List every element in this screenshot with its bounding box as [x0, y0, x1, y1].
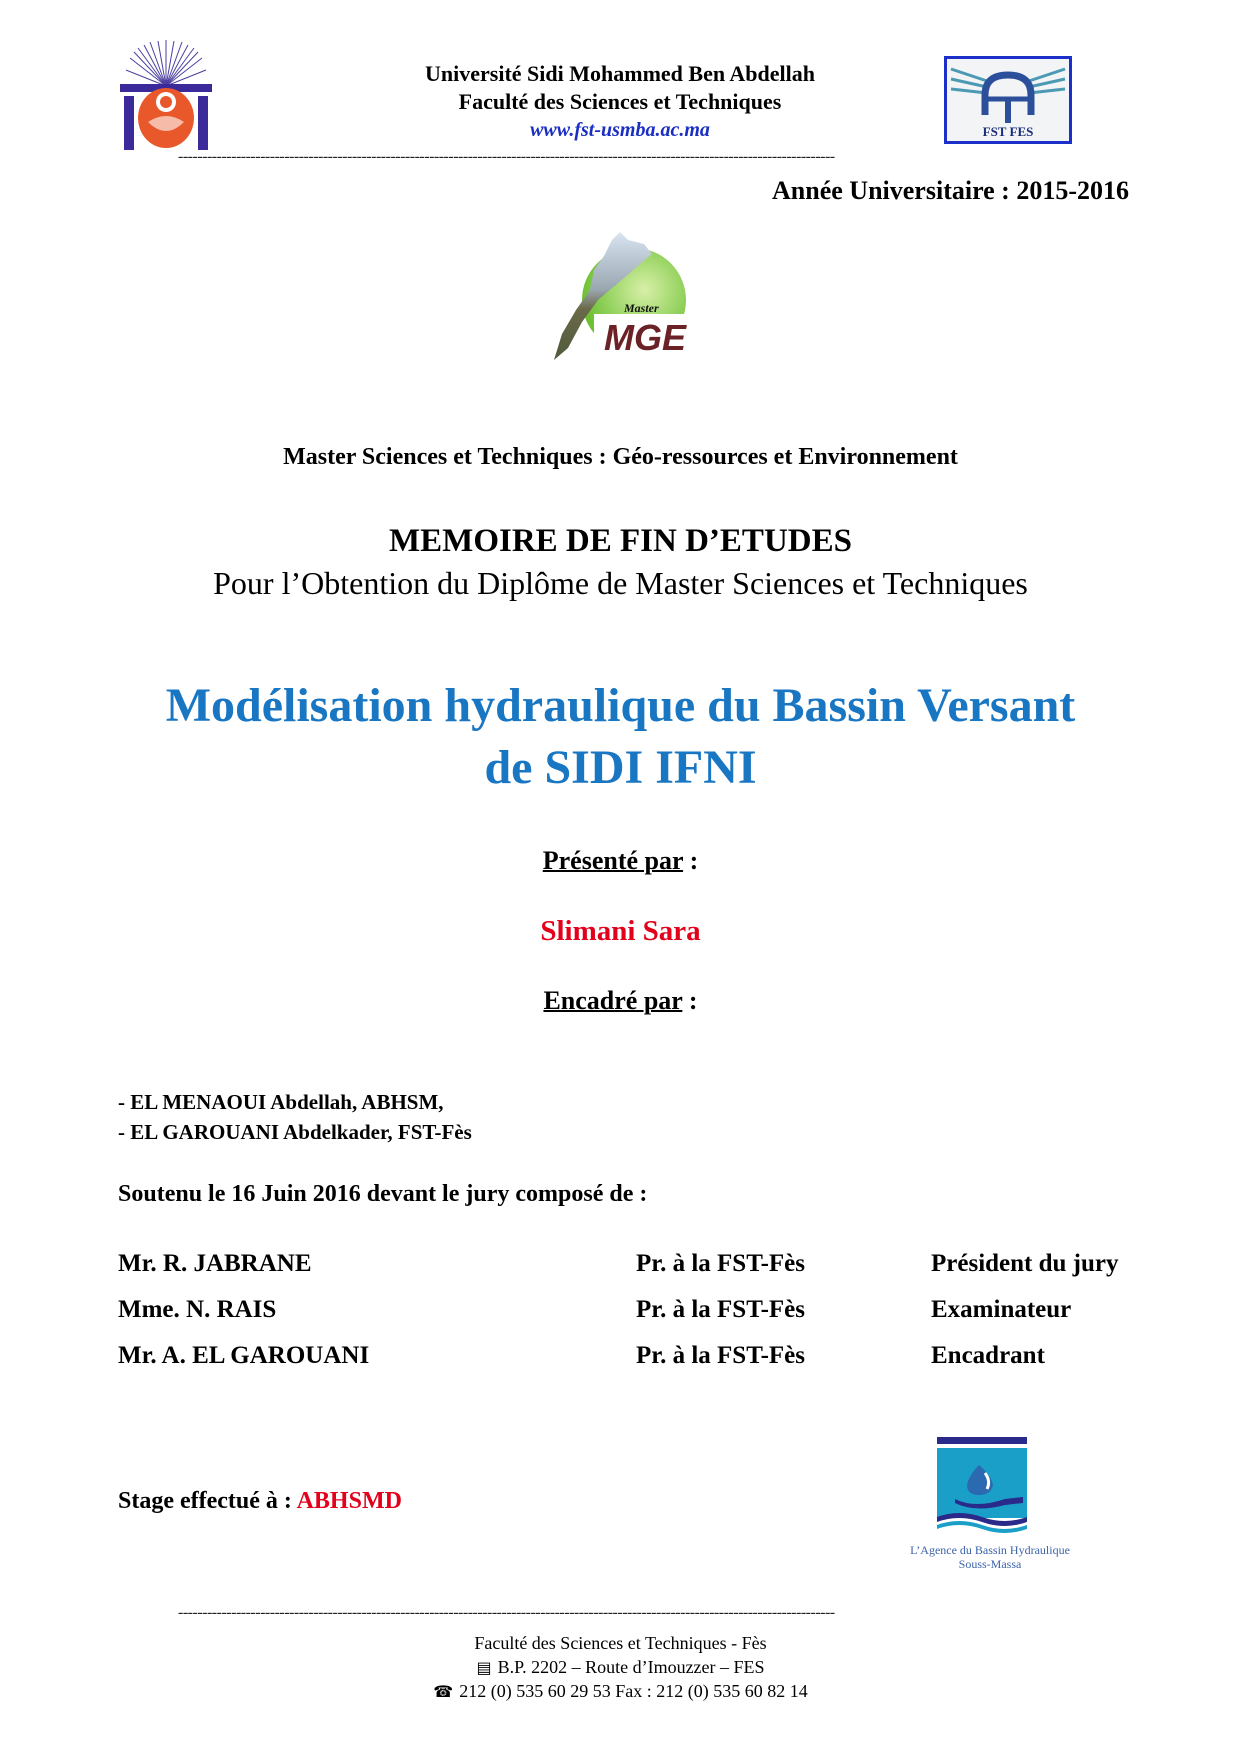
footer-divider: ---------------------------------------------------------------------------------------------------------------------------------------- [178, 1604, 835, 1621]
phone-icon: ☎ [433, 1684, 454, 1701]
thesis-title-line1: Modélisation hydraulique du Bassin Versant [165, 679, 1076, 732]
jury-row [118, 1296, 1238, 1330]
agency-logo [935, 1437, 1029, 1533]
svg-text:Master: Master [624, 301, 659, 315]
water-drop-hand-icon [935, 1437, 1029, 1533]
header-institution [300, 60, 940, 144]
university-crest-icon [118, 40, 214, 152]
jury-role: Encadrant [931, 1342, 1045, 1369]
thesis-title [0, 675, 1241, 799]
academic-year: Année Universitaire : 2015-2016 [772, 176, 1129, 205]
footer-faculty: Faculté des Sciences et Techniques - Fès [474, 1633, 767, 1653]
agency-caption: Souss-Massa [958, 1557, 1022, 1571]
jury-name: Mr. R. JABRANE [118, 1250, 312, 1277]
internship-line: Stage effectué à : ABHSMD [118, 1488, 402, 1514]
student-name: Slimani Sara [540, 915, 701, 947]
header-divider: ---------------------------------------------------------------------------------------------------------------------------------------- [178, 148, 835, 165]
presented-by-label: Présenté par : [542, 846, 699, 875]
footer-phone: ☎ 212 (0) 535 60 29 53 Fax : 212 (0) 535 60 82 14 [433, 1681, 808, 1701]
jury-row [118, 1342, 1238, 1376]
thesis-title-line2: de SIDI IFNI [484, 741, 757, 794]
university-logo [118, 40, 214, 152]
svg-text:FST FES: FST FES [982, 124, 1034, 139]
jury-affiliation: Pr. à la FST-Fès [636, 1250, 805, 1277]
internship-place: ABHSMD [296, 1488, 402, 1514]
jury-name: Mr. A. EL GAROUANI [118, 1342, 370, 1369]
agency-caption: L’Agence du Bassin Hydraulique [910, 1543, 1070, 1557]
supervisor-item: - EL GAROUANI Abdelkader, FST-Fès [118, 1120, 472, 1144]
master-mge-logo [532, 230, 712, 375]
jury-name: Mme. N. RAIS [118, 1296, 277, 1323]
fst-fes-emblem-icon [947, 59, 1069, 141]
jury-role: Président du jury [931, 1250, 1119, 1277]
specialty-line: Master Sciences et Techniques : Géo-ressources et Environnement [283, 444, 958, 470]
jury-role: Examinateur [931, 1296, 1072, 1323]
mge-map-globe-icon [532, 230, 712, 375]
svg-text:MGE: MGE [604, 317, 687, 358]
university-name: Université Sidi Mohammed Ben Abdellah [425, 61, 815, 86]
website-link[interactable]: www.fst-usmba.ac.ma [530, 119, 710, 141]
memoire-heading: MEMOIRE DE FIN D’ETUDES [389, 523, 852, 559]
jury-affiliation: Pr. à la FST-Fès [636, 1296, 805, 1323]
diploma-line: Pour l’Obtention du Diplôme de Master Sciences et Techniques [213, 565, 1028, 601]
defense-line: Soutenu le 16 Juin 2016 devant le jury composé de : [118, 1181, 648, 1207]
jury-row [118, 1250, 1238, 1284]
footer-address: ▤ B.P. 2202 – Route d’Imouzzer – FES [476, 1657, 765, 1677]
jury-affiliation: Pr. à la FST-Fès [636, 1342, 805, 1369]
faculty-name: Faculté des Sciences et Techniques [458, 89, 782, 114]
fst-fes-logo [944, 56, 1072, 144]
mail-icon: ▤ [476, 1660, 492, 1677]
supervised-by-label: Encadré par : [543, 986, 698, 1015]
supervisor-item: - EL MENAOUI Abdellah, ABHSM, [118, 1090, 444, 1114]
